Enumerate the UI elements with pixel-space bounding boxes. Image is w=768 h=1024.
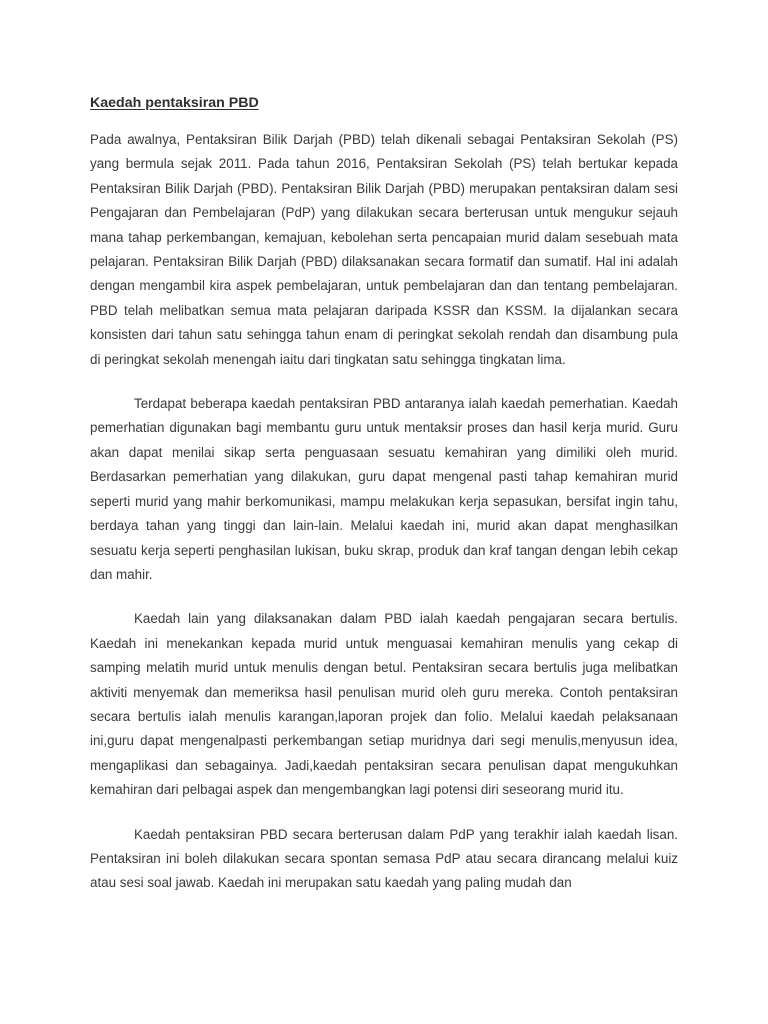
paragraph-pemerhatian: Terdapat beberapa kaedah pentaksiran PBD antaranya ialah kaedah pemerhatian. Kaedah pemerhatian digunakan bagi membantu guru untuk mentaksir proses dan hasil kerja murid. Guru akan dapat menilai sikap serta penguasaan sesuatu kemahiran yang dimiliki oleh murid. Berdasarkan pemerhatian yang dilakukan, guru dapat mengenal pasti tahap kemahiran murid seperti murid yang mahir berkomunikasi, mampu melakukan kerja sepasukan, bersifat ingin tahu, berdaya tahan yang tinggi dan lain-lain. Melalui kaedah ini, murid akan dapat menghasilkan sesuatu kerja seperti penghasilan lukisan, buku skrap, produk dan kraf tangan dengan lebih cekap dan mahir. [90,396,678,582]
document-page [90,92,678,916]
paragraph-lisan: Kaedah pentaksiran PBD secara berterusan dalam PdP yang terakhir ialah kaedah lisan. Pentaksiran ini boleh dilakukan secara spontan semasa PdP atau secara dirancang melalui kuiz atau sesi soal jawab. Kaedah ini merupakan satu kaedah yang paling mudah dan [90,826,678,891]
document-title: Kaedah pentaksiran PBD [90,95,259,111]
paragraph-intro: Pada awalnya, Pentaksiran Bilik Darjah (PBD) telah dikenali sebagai Pentaksiran Sekolah (PS) yang bermula sejak 2011. Pada tahun 2016, Pentaksiran Sekolah (PS) telah bertukar kepada Pentaksiran Bilik Darjah (PBD). Pentaksiran Bilik Darjah (PBD) merupakan pentaksiran dalam sesi Pengajaran dan Pembelajaran (PdP) yang dilakukan secara berterusan untuk mengukur sejauh mana tahap perkembangan, kemajuan, kebolehan serta pencapaian murid dalam sesebuah mata pelajaran. Pentaksiran Bilik Darjah (PBD) dilaksanakan secara formatif dan sumatif. Hal ini adalah dengan mengambil kira aspek pembelajaran, untuk pembelajaran dan dan tentang pembelajaran. PBD telah melibatkan semua mata pelajaran daripada KSSR dan KSSM. Ia dijalankan secara konsisten dari tahun satu sehingga tahun enam di peringkat sekolah rendah dan disambung pula di peringkat sekolah menengah iaitu dari tingkatan satu sehingga tingkatan lima. [90,132,678,367]
paragraph-bertulis: Kaedah lain yang dilaksanakan dalam PBD ialah kaedah pengajaran secara bertulis. Kaedah ini menekankan kepada murid untuk menguasai kemahiran menulis yang cekap di samping melatih murid untuk menulis dengan betul. Pentaksiran secara bertulis juga melibatkan aktiviti menyemak dan memeriksa hasil penulisan murid oleh guru mereka. Contoh pentaksiran secara bertulis ialah menulis karangan,laporan projek dan folio. Melalui kaedah pelaksanaan ini,guru dapat mengenalpasti perkembangan setiap muridnya dari segi menulis,menyusun idea, mengaplikasi dan sebagainya. Jadi,kaedah pentaksiran secara penulisan dapat mengukuhkan kemahiran dari pelbagai aspek dan mengembangkan lagi potensi diri seseorang murid itu. [90,611,678,798]
